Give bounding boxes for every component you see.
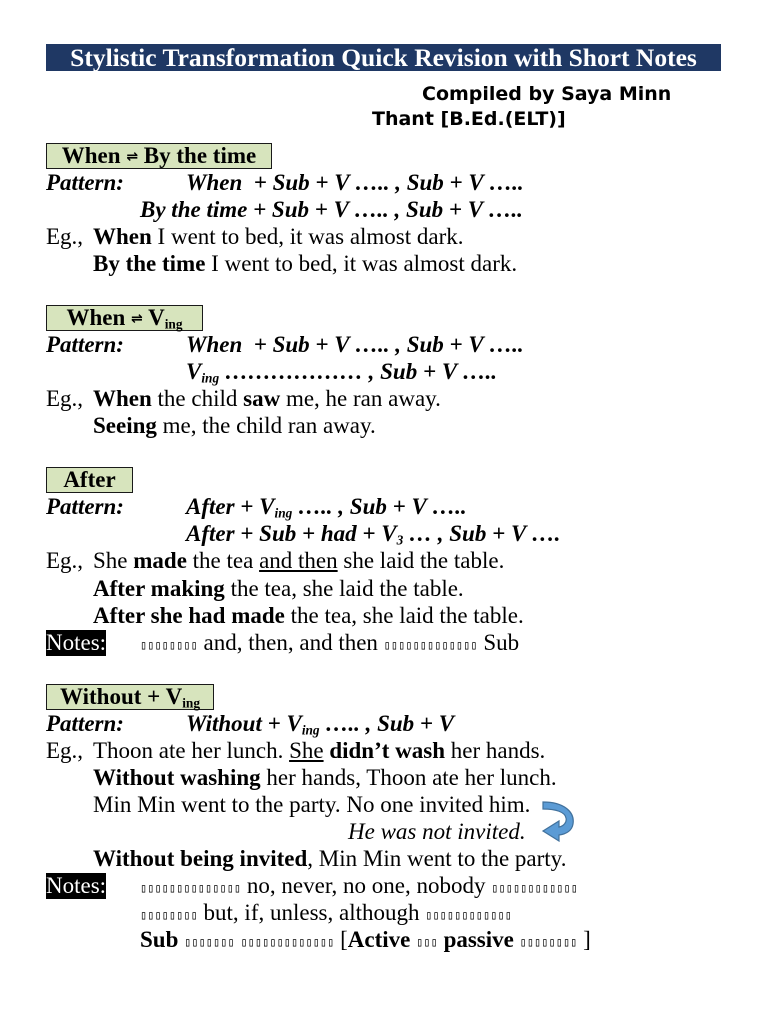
notes-text-run: and, then, and then — [197, 629, 384, 655]
pattern-text: ……………… , Sub + V ….. — [219, 359, 497, 384]
heading-text: After — [63, 467, 116, 493]
example-sentence — [93, 223, 464, 250]
example-line — [46, 791, 726, 818]
notes-text — [140, 899, 512, 929]
pattern-line — [46, 196, 726, 223]
passive-sentence: He was not invited. — [348, 819, 526, 845]
notes-line — [46, 899, 726, 926]
notes-line — [46, 926, 726, 953]
section-after — [46, 466, 726, 683]
section-without-ving — [46, 683, 726, 954]
notes-line — [46, 872, 726, 899]
credit-line-2: Thant [B.Ed.(ELT)] — [372, 108, 566, 130]
example-text: her hands, Thoon ate her lunch. — [260, 764, 557, 790]
missing-glyph-text: ▯▯▯▯▯▯▯ — [184, 935, 235, 950]
example-bold-text: Without washing — [93, 764, 261, 790]
pattern-text: Without + V — [186, 710, 302, 736]
pattern-formula: When + Sub + V ….. , Sub + V ….. — [186, 169, 524, 195]
heading-subscript: ing — [164, 316, 183, 332]
section-heading-line — [46, 304, 726, 331]
notes-text-run: but, if, unless, although — [197, 900, 426, 926]
revision-notes-body — [46, 142, 726, 954]
example-underlined-text: and then — [259, 548, 338, 574]
notes-bold-text: Sub — [140, 927, 179, 953]
pattern-text: ….. , Sub + V ….. — [292, 494, 467, 520]
example-sentence — [93, 602, 524, 629]
pattern-formula — [186, 493, 467, 520]
example-line — [46, 250, 726, 277]
heading-subscript: ing — [182, 695, 200, 711]
notes-label: Notes: — [46, 873, 107, 899]
heading-text: When — [61, 142, 127, 168]
pattern-text: … , Sub + V …. — [403, 521, 561, 547]
notes-text — [140, 872, 578, 902]
example-text: the tea — [186, 548, 260, 574]
pattern-line — [46, 358, 726, 385]
missing-glyph-text: ▯▯▯▯▯▯▯▯ — [140, 908, 198, 923]
pattern-label: Pattern: — [46, 169, 124, 195]
pattern-label: Pattern: — [46, 331, 124, 357]
blank-line — [46, 439, 726, 466]
heading-text: Without + V — [60, 683, 183, 709]
example-bold-text: When — [93, 386, 152, 412]
example-line — [46, 737, 726, 764]
pattern-formula — [186, 358, 497, 385]
pattern-text: V — [186, 359, 202, 384]
example-sentence — [93, 547, 504, 574]
missing-glyph-text: ▯▯▯▯▯▯▯▯▯▯▯▯ — [491, 881, 578, 896]
notes-bold-text: Active — [347, 927, 411, 953]
notes-text-run: no, never, no one, nobody — [241, 873, 492, 899]
example-label: Eg., — [46, 386, 84, 412]
example-text: I went to bed, it was almost dark. — [151, 223, 464, 249]
example-bold-text: Seeing — [93, 413, 157, 439]
notes-text — [140, 629, 519, 659]
example-bold-text: After she had made — [93, 602, 285, 628]
section-heading-line — [46, 683, 726, 710]
example-text: the tea, she laid the table. — [224, 575, 464, 601]
example-bold-text: Without being invited — [93, 846, 308, 872]
pattern-formula — [186, 710, 454, 737]
example-bold-text: By the time — [93, 250, 206, 276]
example-line — [46, 764, 726, 791]
example-line — [46, 845, 726, 872]
section-heading-line — [46, 142, 726, 169]
section-when-by-the-time — [46, 142, 726, 304]
pattern-subscript: ing — [201, 370, 220, 386]
example-label: Eg., — [46, 548, 84, 574]
missing-glyph-text: ▯▯▯▯▯▯▯▯ — [519, 935, 578, 950]
example-line — [46, 385, 726, 412]
example-underlined-text: She — [289, 737, 324, 763]
section-heading — [46, 305, 203, 331]
blank-line — [46, 656, 726, 683]
example-line — [46, 412, 726, 439]
document-title: Stylistic Transformation Quick Revision with Short Notes — [46, 44, 721, 71]
example-sentence: Min Min went to the party. No one invited him. — [93, 792, 531, 817]
example-label: Eg., — [46, 223, 84, 249]
blank-line — [46, 277, 726, 304]
example-bold-text: didn’t wash — [329, 737, 446, 763]
harpoon-arrows-icon: ⇌ — [126, 148, 139, 165]
example-bold-text: After making — [93, 575, 225, 601]
example-sentence — [93, 575, 464, 602]
missing-glyph-text: ▯▯▯▯▯▯▯▯▯▯▯▯ — [425, 908, 512, 923]
missing-glyph-text: ▯▯▯▯▯▯▯▯▯▯▯▯▯ — [240, 935, 335, 950]
example-bold-text: When — [93, 223, 152, 249]
example-sentence — [93, 737, 545, 764]
pattern-line — [46, 520, 726, 547]
notes-text — [140, 926, 591, 956]
example-line — [46, 818, 726, 845]
pattern-label: Pattern: — [46, 710, 124, 736]
section-heading — [46, 143, 272, 169]
example-label: Eg., — [46, 737, 84, 763]
example-line — [46, 547, 726, 574]
example-sentence — [93, 385, 441, 412]
pattern-line — [46, 331, 726, 358]
example-text: , Min Min went to the party. — [307, 846, 567, 872]
pattern-formula: By the time + Sub + V ….. , Sub + V ….. — [140, 196, 523, 222]
section-when-ving — [46, 304, 726, 466]
notes-label: Notes: — [46, 629, 107, 655]
pattern-text: After + V — [186, 494, 275, 520]
example-text: she laid the table. — [337, 548, 505, 574]
notes-bold-text: passive — [443, 927, 514, 953]
harpoon-arrows-icon: ⇌ — [131, 310, 143, 327]
example-text: the child — [151, 386, 244, 412]
example-bold-text: saw — [243, 386, 281, 412]
pattern-subscript: 3 — [396, 533, 404, 549]
section-heading-line — [46, 466, 726, 493]
missing-glyph-text: ▯▯▯▯▯▯▯▯▯▯▯▯▯▯ — [140, 881, 242, 896]
example-text: the tea, she laid the table. — [284, 602, 524, 628]
heading-text: V — [142, 304, 165, 330]
heading-text: By the time — [138, 142, 257, 168]
section-heading — [46, 467, 133, 493]
example-text: me, the child ran away. — [156, 413, 376, 439]
pattern-line — [46, 710, 726, 737]
section-heading — [46, 684, 214, 710]
example-line — [46, 575, 726, 602]
example-text: me, he ran away. — [280, 386, 441, 412]
notes-text-run: Sub — [477, 629, 520, 655]
missing-glyph-text: ▯▯▯ — [416, 935, 438, 950]
example-sentence — [93, 250, 517, 277]
notes-line — [46, 629, 726, 656]
notes-text-run: ] — [577, 927, 591, 953]
example-text: Thoon ate her lunch. — [93, 737, 290, 763]
pattern-text: ….. , Sub + V — [319, 710, 455, 736]
pattern-line — [46, 169, 726, 196]
example-sentence — [93, 845, 566, 872]
example-line — [46, 223, 726, 250]
example-text: I went to bed, it was almost dark. — [205, 250, 518, 276]
missing-glyph-text: ▯▯▯▯▯▯▯▯ — [140, 637, 198, 652]
example-sentence — [93, 412, 376, 439]
credit-line-1: Compiled by Saya Minn — [422, 83, 672, 105]
example-text: her hands. — [445, 737, 546, 763]
example-bold-text: made — [133, 548, 187, 574]
pattern-subscript: ing — [274, 506, 293, 522]
heading-text: When — [66, 304, 132, 330]
pattern-formula: When + Sub + V ….. , Sub + V ….. — [186, 331, 524, 357]
missing-glyph-text: ▯▯▯▯▯▯▯▯▯▯▯▯▯ — [383, 637, 478, 652]
pattern-text: After + Sub + had + V — [186, 521, 397, 547]
example-line — [46, 602, 726, 629]
pattern-line — [46, 493, 726, 520]
notes-text-run: [ — [334, 927, 348, 953]
pattern-subscript: ing — [301, 722, 320, 738]
example-text: She — [93, 548, 134, 574]
example-sentence — [93, 764, 557, 791]
pattern-formula — [186, 520, 560, 547]
pattern-label: Pattern: — [46, 494, 124, 520]
